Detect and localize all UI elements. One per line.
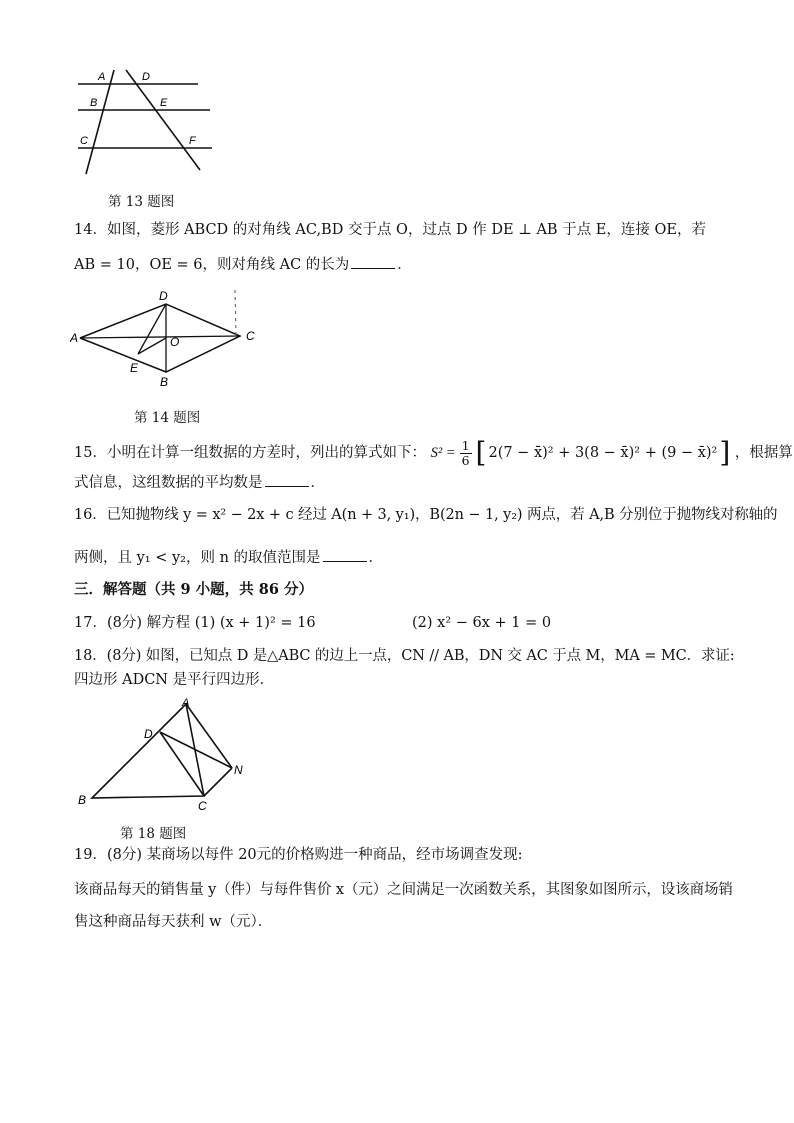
- q19-line3: 售这种商品每天获利 w（元）．: [74, 914, 273, 930]
- q16-line1: 16．已知抛物线 y = x² − 2x + c 经过 A(n + 3, y₁)，B(2n − 1, y₂) 两点，若 A,B 分别位于抛物线对称轴的: [74, 507, 778, 523]
- q15-formula-body: 2(7 − x̄)² + 3(8 − x̄)² + (9 − x̄)²: [488, 445, 718, 461]
- q15-variance-formula: [431, 438, 731, 468]
- q15-line2-text: 式信息，这组数据的平均数是: [74, 475, 263, 491]
- q15-formula-lhs: S² =: [430, 445, 456, 461]
- q15-bracket-left: [: [475, 436, 487, 469]
- q15-line2: [74, 472, 754, 493]
- q15-frac-den: 6: [461, 452, 470, 468]
- fig13-caption: 第 13 题图: [108, 194, 175, 210]
- q18-line1: 18．(8分) 如图，已知点 D 是△ABC 的边上一点，CN // AB，DN 交 AC 于点 M，MA = MC．求证:: [74, 648, 735, 664]
- q15-line1: [74, 436, 793, 469]
- fig14-label-o: O: [170, 335, 180, 349]
- figure-14: [70, 288, 270, 390]
- fig14-dashed-aux: [235, 290, 236, 338]
- q15-answer-blank: [265, 472, 309, 487]
- q19-line1: 19．(8分) 某商场以每件 20元的价格购进一种商品，经市场调查发现:: [74, 847, 523, 863]
- q19-line2: 该商品每天的销售量 y（件）与每件售价 x（元）之间满足一次函数关系，其图象如图所示，设该商场销: [74, 882, 733, 898]
- fig18-triangle-abc: [92, 704, 204, 798]
- q14-answer-blank: [351, 254, 395, 269]
- fig14-label-e: E: [130, 361, 139, 375]
- q15-bracket-right: ]: [719, 436, 731, 469]
- q14-line1: 14．如图，菱形 ABCD 的对角线 AC,BD 交于点 O，过点 D 作 DE ⊥ AB 于点 E，连接 OE，若: [74, 222, 706, 238]
- q14-line2-text: AB = 10，OE = 6，则对角线 AC 的长为: [74, 257, 350, 273]
- figure-13: [72, 66, 222, 180]
- q15-line1-pre: 15．小明在计算一组数据的方差时，列出的算式如下：: [74, 445, 426, 461]
- fig18-label-c: C: [198, 799, 207, 813]
- fig13-label-a: A: [98, 71, 106, 83]
- fig14-diagonal-ac: [80, 336, 240, 338]
- q15-line2-end: ．: [310, 475, 325, 491]
- q16-line2-text: 两侧，且 y₁ < y₂，则 n 的取值范围是: [74, 550, 321, 566]
- q16-line2: [74, 547, 754, 568]
- fig14-label-b: B: [160, 375, 169, 389]
- fig13-transversal-left: [86, 70, 114, 174]
- fig18-label-b: B: [78, 793, 87, 807]
- fig14-label-c: C: [246, 329, 255, 343]
- q14-line2-end: ．: [397, 257, 412, 273]
- fig13-label-d: D: [142, 71, 150, 83]
- q15-line1-post: ，根据算: [734, 445, 793, 461]
- figure-18: [74, 694, 264, 814]
- q16-line2-end: ．: [368, 550, 384, 566]
- fig13-label-e: E: [160, 97, 168, 109]
- q15-fraction: [460, 439, 472, 468]
- fig18-label-a: A: [182, 697, 190, 709]
- q18-line2: 四边形 ADCN 是平行四边形．: [74, 672, 275, 688]
- fig13-label-f: F: [189, 135, 196, 147]
- fig18-caption: 第 18 题图: [120, 826, 187, 842]
- q16-answer-blank: [323, 547, 367, 562]
- fig18-label-d: D: [144, 727, 153, 741]
- q15-frac-num: 1: [461, 437, 470, 453]
- fig18-segment-dn: [160, 732, 232, 768]
- fig13-label-c: C: [80, 135, 88, 147]
- fig14-label-a: A: [70, 331, 79, 345]
- fig14-caption: 第 14 题图: [134, 410, 201, 426]
- q14-line2: [74, 254, 754, 275]
- fig14-label-d: D: [159, 289, 168, 303]
- fig18-segment-cn: [204, 768, 232, 796]
- fig13-label-b: B: [90, 97, 98, 109]
- q17-part1: 17．(8分) 解方程 (1) (x + 1)² = 16: [74, 615, 316, 631]
- fig13-transversal-right: [126, 70, 200, 170]
- q17-part2: (2) x² − 6x + 1 = 0: [412, 615, 552, 631]
- section-3-title: 三．解答题（共 9 小题，共 86 分）: [74, 581, 313, 598]
- fig18-label-n: N: [234, 763, 243, 777]
